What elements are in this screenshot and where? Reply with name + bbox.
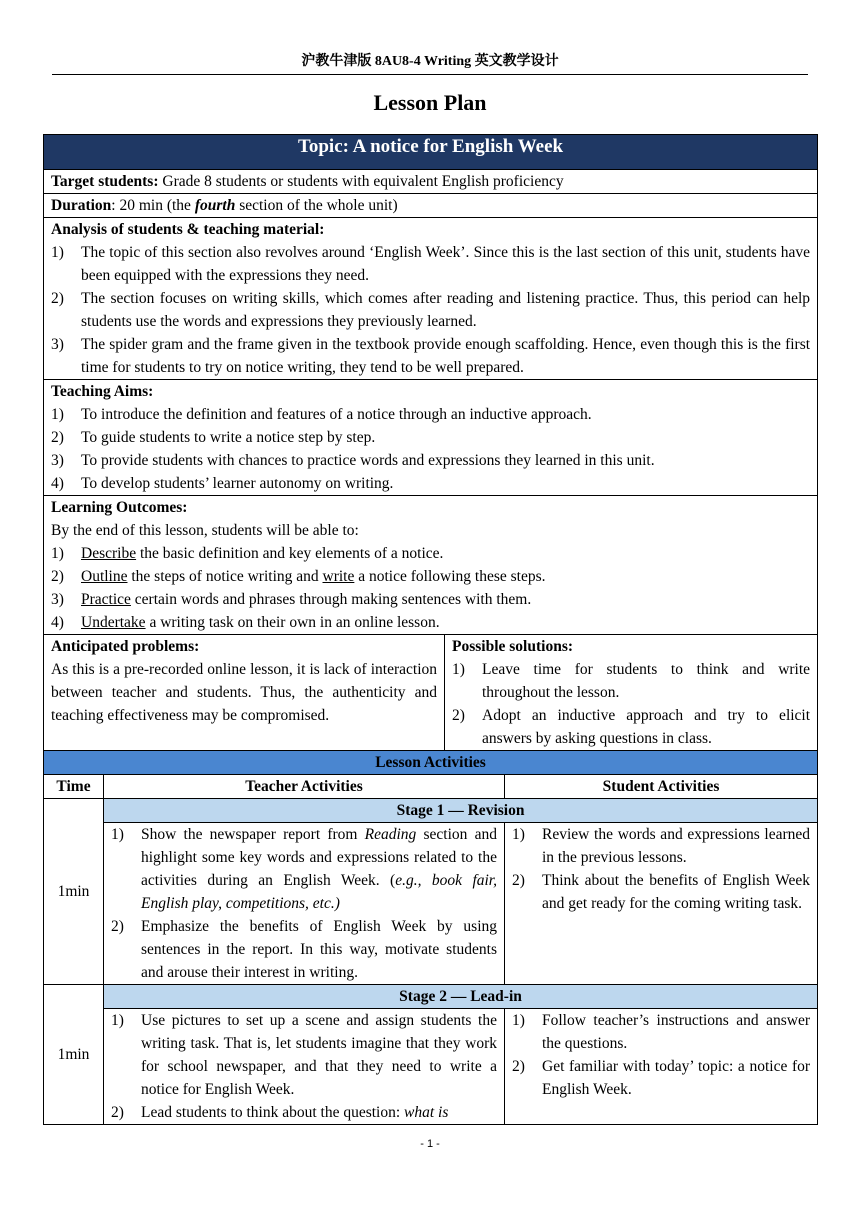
item-text: The section focuses on writing skills, which comes after reading and listening practice. Thus, this period can help students use the words and expressions they previously learned. <box>81 290 811 330</box>
list-item <box>51 241 810 287</box>
stage-2-title: Stage 2 — Lead-in <box>104 985 818 1009</box>
list-item <box>512 823 810 869</box>
solutions-list <box>452 658 810 750</box>
list-item <box>51 333 810 379</box>
item-text: the steps of notice writing and <box>127 568 323 585</box>
outcomes-list <box>51 542 810 634</box>
item-text: Follow teacher’s instructions and answer the questions. <box>542 1012 811 1052</box>
item-number: 1) <box>51 406 64 423</box>
duration-emphasis: fourth <box>194 197 236 214</box>
teacher-column-header: Teacher Activities <box>104 775 505 799</box>
item-number: 2) <box>111 918 124 935</box>
outcome-verb: Practice <box>81 591 131 608</box>
aims-list <box>51 403 810 495</box>
list-item <box>111 823 497 915</box>
list-item <box>51 611 810 634</box>
item-number: 2) <box>452 707 465 724</box>
list-item <box>111 1101 497 1124</box>
item-number: 2) <box>111 1104 124 1121</box>
activities-column-headers <box>44 775 818 799</box>
item-number: 1) <box>512 826 525 843</box>
item-text: The spider gram and the frame given in the textbook provide enough scaffolding. Hence, even though this is the first time for students to try on notice writing, they tend to be well prepared. <box>81 336 811 376</box>
page-number: - 1 - <box>420 1138 440 1150</box>
stage-2-teacher-activities <box>104 1009 505 1125</box>
learning-outcomes-row <box>44 496 818 635</box>
problems-text: As this is a pre-recorded online lesson, it is lack of interaction between teacher and students. Thus, the authenticity and teaching effectiveness may be compromised. <box>51 661 437 724</box>
item-text: Lead students to think about the question: <box>141 1104 405 1121</box>
list-item <box>51 542 810 565</box>
item-text: To provide students with chances to practice words and expressions they learned in this unit. <box>81 452 655 469</box>
stage-1-time: 1min <box>44 799 104 985</box>
list-item <box>512 1055 810 1101</box>
item-text: the basic definition and key elements of a notice. <box>136 545 444 562</box>
possible-solutions-cell <box>445 635 818 751</box>
item-text: Emphasize the benefits of English Week by using sentences in the report. In this way, motivate students and arouse their interest in writing. <box>141 918 497 981</box>
teaching-aims-row <box>44 380 818 496</box>
teacher-activity-list <box>111 1009 497 1124</box>
item-text: To introduce the definition and features of a notice through an inductive approach. <box>81 406 592 423</box>
aims-label: Teaching Aims: <box>51 383 154 400</box>
target-value: Grade 8 students or students with equivalent English proficiency <box>158 173 564 190</box>
list-item <box>452 704 810 750</box>
duration-label: Duration <box>51 197 112 214</box>
anticipated-problems-cell <box>44 635 445 751</box>
stage-1-student-activities <box>505 823 818 985</box>
student-activity-list <box>512 1009 810 1101</box>
item-number: 1) <box>452 661 465 678</box>
list-item <box>51 588 810 611</box>
list-item <box>111 915 497 984</box>
student-activity-list <box>512 823 810 915</box>
item-number: 2) <box>51 568 64 585</box>
item-number: 1) <box>512 1012 525 1029</box>
lesson-plan-table <box>43 134 818 1125</box>
stage-2-header-row <box>44 985 818 1009</box>
item-text: To guide students to write a notice step by step. <box>81 429 376 446</box>
item-number: 3) <box>51 336 64 353</box>
outcome-verb: Undertake <box>81 614 146 631</box>
item-number: 4) <box>51 614 64 631</box>
item-text: a notice following these steps. <box>354 568 546 585</box>
stage-1-header-row <box>44 799 818 823</box>
analysis-list <box>51 241 810 379</box>
list-item <box>452 658 810 704</box>
list-item <box>51 426 810 449</box>
item-number: 2) <box>512 872 525 889</box>
list-item <box>512 1009 810 1055</box>
duration-text: : 20 min (the <box>111 197 195 214</box>
list-item <box>512 869 810 915</box>
teacher-activity-list <box>111 823 497 984</box>
stage-1-title: Stage 1 — Revision <box>104 799 818 823</box>
document-title: Lesson Plan <box>373 90 487 115</box>
item-number: 1) <box>111 1012 124 1029</box>
outcome-verb: write <box>322 568 355 585</box>
item-text: The topic of this section also revolves around ‘English Week’. Since this is the last section of this unit, students have been equipped with the expressions they need. <box>81 244 811 284</box>
stage-2-content-row <box>44 1009 818 1125</box>
lesson-activities-heading: Lesson Activities <box>44 751 818 775</box>
item-text: a writing task on their own in an online lesson. <box>145 614 440 631</box>
item-text: To develop students’ learner autonomy on writing. <box>81 475 394 492</box>
list-item <box>51 565 810 588</box>
duration-row <box>44 194 818 218</box>
problems-label: Anticipated problems: <box>51 638 200 655</box>
stage-2-student-activities <box>505 1009 818 1125</box>
stage-1-teacher-activities <box>104 823 505 985</box>
topic-row <box>44 135 818 170</box>
header-rule <box>52 74 808 75</box>
time-column-header: Time <box>44 775 104 799</box>
list-item <box>111 1009 497 1101</box>
item-number: 3) <box>51 452 64 469</box>
topic-heading: Topic: A notice for English Week <box>44 135 818 170</box>
item-text: Review the words and expressions learned in the previous lessons. <box>542 826 811 866</box>
outcomes-intro: By the end of this lesson, students will be able to: <box>51 522 359 539</box>
item-number: 2) <box>512 1058 525 1075</box>
item-number: 2) <box>51 429 64 446</box>
item-text: Use pictures to set up a scene and assign students the writing task. That is, let students imagine that they work for school newspaper, and that they need to write a notice for English Week. <box>141 1012 497 1098</box>
item-number: 1) <box>51 545 64 562</box>
list-item <box>51 403 810 426</box>
item-text: section and highlight some key words and expressions related to the activities during an English Week. ( <box>141 826 497 889</box>
item-number: 3) <box>51 591 64 608</box>
list-item <box>51 287 810 333</box>
item-text: Adopt an inductive approach and try to elicit answers by asking questions in class. <box>482 707 811 747</box>
item-text: Think about the benefits of English Week and get ready for the coming writing task. <box>542 872 811 912</box>
student-column-header: Student Activities <box>505 775 818 799</box>
item-italic: Reading <box>364 826 417 843</box>
analysis-label: Analysis of students & teaching material: <box>51 221 325 238</box>
outcome-verb: Describe <box>81 545 137 562</box>
item-text: Show the newspaper report from <box>141 826 365 843</box>
target-students-row <box>44 170 818 194</box>
item-number: 1) <box>51 244 64 261</box>
list-item <box>51 449 810 472</box>
target-label: Target students: <box>51 173 159 190</box>
stage-1-content-row <box>44 823 818 985</box>
problems-solutions-row <box>44 635 818 751</box>
stage-2-time: 1min <box>44 985 104 1125</box>
duration-text-end: section of the whole unit) <box>235 197 398 214</box>
item-number: 2) <box>51 290 64 307</box>
item-text: Get familiar with today’ topic: a notice for English Week. <box>542 1058 811 1098</box>
solutions-label: Possible solutions: <box>452 638 574 655</box>
page-header: 沪教牛津版 8AU8-4 Writing 英文教学设计 <box>301 54 559 69</box>
outcomes-label: Learning Outcomes: <box>51 499 188 516</box>
item-text: certain words and phrases through making sentences with them. <box>130 591 532 608</box>
item-example: e.g., book fair, English play, competitions, etc.) <box>141 872 497 912</box>
lesson-activities-row <box>44 751 818 775</box>
item-text: Leave time for students to think and write throughout the lesson. <box>482 661 811 701</box>
item-number: 1) <box>111 826 124 843</box>
item-italic: what is <box>404 1104 449 1121</box>
analysis-row <box>44 218 818 380</box>
item-number: 4) <box>51 475 64 492</box>
list-item <box>51 472 810 495</box>
outcome-verb: Outline <box>81 568 128 585</box>
